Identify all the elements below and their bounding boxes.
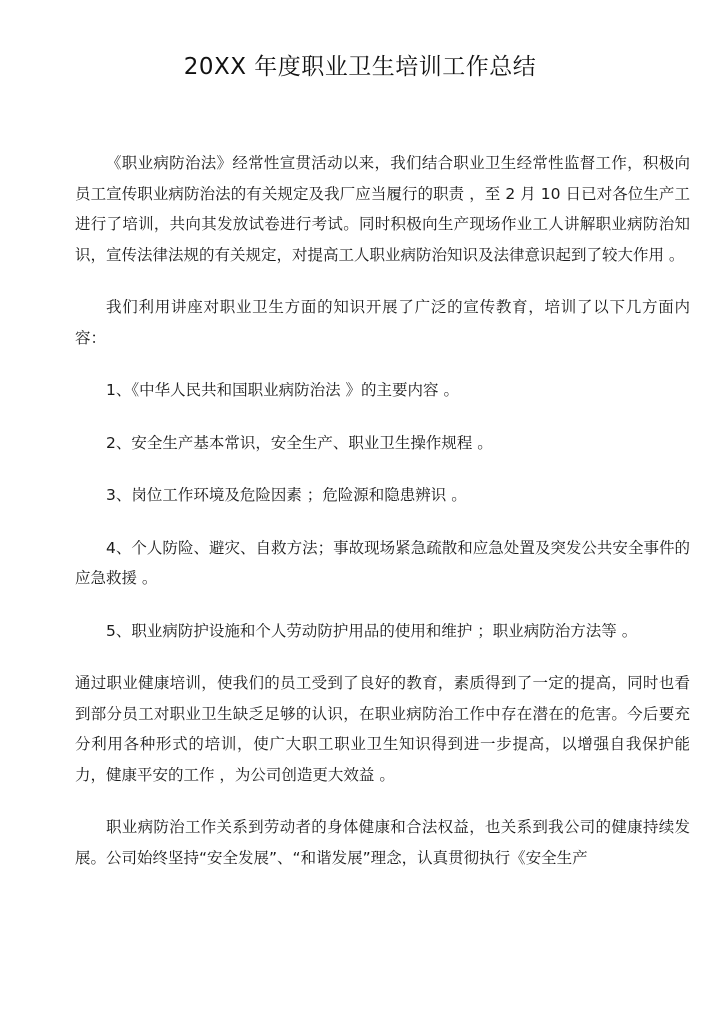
- list-item-4: 4、个人防险、避灾、自救方法；事故现场紧急疏散和应急处置及突发公共安全事件的应急救援 。: [75, 538, 690, 587]
- paragraph-intro: 《职业病防治法》经常性宣贯活动以来，我们结合职业卫生经常性监督工作，积极向员工宣传职业病防治法的有关规定及我厂应当履行的职责 ，至 2 月 10 日已对各位生产工进行了培训，共向其发放试卷进行考试。同时积极向生产现场作业工人讲解职业病防治知识，宣传法律法规的有关规定，对提高工人职业病防治知识及法律意识起到了较大作用 。: [75, 154, 690, 264]
- list-item-2: 2、安全生产基本常识，安全生产、职业卫生操作规程 。: [106, 433, 493, 452]
- document-body: [75, 148, 690, 895]
- list-item-5: 5、职业病防护设施和个人劳动防护用品的使用和维护 ；职业病防治方法等 。: [106, 621, 638, 640]
- paragraph-results: 通过职业健康培训，使我们的员工受到了良好的教育，素质得到了一定的提高，同时也看到部分员工对职业卫生缺乏足够的认识，在职业病防治工作中存在潜在的危害。今后要充分利用各种形式的培训，使广大职工职业卫生知识得到进一步提高，以增强自我保护能力，健康平安的工作 ，为公司创造更大效益 。: [75, 674, 690, 784]
- paragraph-training-content: 我们利用讲座对职业卫生方面的知识开展了广泛的宣传教育，培训了以下几方面内容：: [75, 298, 690, 347]
- list-item-1: 1、《中华人民共和国职业病防治法 》的主要内容 。: [106, 381, 459, 399]
- list-item-3: 3、岗位工作环境及危险因素 ；危险源和隐患辨识 。: [106, 486, 467, 504]
- paragraph-commitment: 职业病防治工作关系到劳动者的身体健康和合法权益，也关系到我公司的健康持续发展。公司始终坚持“安全发展”、“和谐发展”理念，认真贯彻执行《安全生产: [75, 818, 690, 867]
- document-title: 20XX 年度职业卫生培训工作总结: [183, 54, 537, 80]
